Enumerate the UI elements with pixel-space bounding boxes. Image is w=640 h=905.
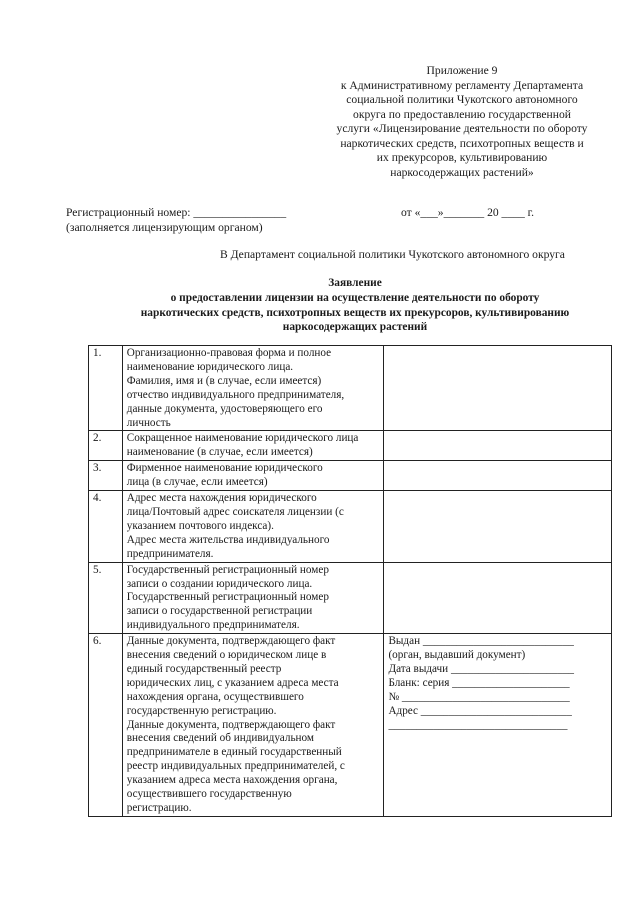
form-series-field[interactable]: Бланк: серия _____________________ xyxy=(388,676,570,689)
row-value-field[interactable] xyxy=(384,431,612,461)
desc-line: Данные документа, подтверждающего факт xyxy=(126,718,336,731)
desc-line: реестр индивидуальных предпринимателей, с xyxy=(126,760,345,773)
appendix-line: наркосодержащих растений» xyxy=(390,165,534,179)
desc-line: наименование юридического лица. xyxy=(126,360,294,373)
table-row xyxy=(89,634,612,817)
row-description xyxy=(122,346,384,431)
table-row xyxy=(89,431,612,461)
row-number: 5. xyxy=(89,562,123,634)
appendix-line: услуги «Лицензирование деятельности по обороту xyxy=(336,122,588,135)
desc-line: Сокращенное наименование юридического лица xyxy=(126,432,359,445)
document-title xyxy=(70,276,640,335)
table-row xyxy=(89,491,612,563)
row-description xyxy=(122,634,384,817)
desc-line: указанием почтового индекса). xyxy=(126,519,274,532)
desc-line: Данные документа, подтверждающего факт xyxy=(126,635,336,648)
desc-line: Адрес места жительства индивидуального xyxy=(126,533,330,546)
address-field-continued[interactable]: ________________________________ xyxy=(388,718,568,731)
issued-by-hint: (орган, выдавший документ) xyxy=(388,649,526,662)
row-number: 4. xyxy=(89,491,123,563)
row-description xyxy=(122,461,384,491)
desc-line: наименование (в случае, если имеется) xyxy=(126,446,313,459)
desc-line: юридических лиц, с указанием адреса места xyxy=(126,676,339,689)
form-number-field[interactable]: № ______________________________ xyxy=(388,690,570,703)
addressee: В Департамент социальной политики Чукотского автономного округа xyxy=(220,248,565,261)
row-value-field[interactable] xyxy=(384,461,612,491)
row-number: 3. xyxy=(89,461,123,491)
desc-line: личность xyxy=(126,416,171,429)
row-description xyxy=(122,431,384,461)
appendix-line: наркотических средств, психотропных веществ и xyxy=(340,136,584,150)
desc-line: Адрес места нахождения юридического xyxy=(126,492,317,505)
desc-line: индивидуального предпринимателя. xyxy=(126,619,300,632)
appendix-line: округа по предоставлению государственной xyxy=(353,107,571,121)
table-row xyxy=(89,346,612,431)
title-line: наркотических средств, психотропных веществ их прекурсоров, культивированию xyxy=(140,306,570,319)
desc-line: предпринимателя. xyxy=(126,547,214,560)
issued-by-field[interactable]: Выдан ___________________________ xyxy=(388,635,574,648)
row-value-field[interactable] xyxy=(384,562,612,634)
appendix-line: социальной политики Чукотского автономного xyxy=(346,93,578,106)
appendix-line: их прекурсоров, культивированию xyxy=(376,151,548,164)
desc-line: Государственный регистрационный номер xyxy=(126,563,329,576)
row-value-field[interactable] xyxy=(384,491,612,563)
desc-line: лица (в случае, если имеется) xyxy=(126,476,268,489)
desc-line: регистрацию. xyxy=(126,802,192,814)
row-number: 1. xyxy=(89,346,123,431)
desc-line: записи о государственной регистрации xyxy=(126,605,313,618)
row-value-field[interactable] xyxy=(384,634,612,817)
title-line: Заявление xyxy=(328,277,382,289)
desc-line: предпринимателе в единый государственный xyxy=(126,746,342,759)
title-line: наркосодержащих растений xyxy=(282,321,428,334)
desc-line: Государственный регистрационный номер xyxy=(126,591,329,604)
table-row xyxy=(89,461,612,491)
desc-line: указанием адреса места нахождения органа, xyxy=(126,774,338,787)
desc-line: государственную регистрацию. xyxy=(126,704,277,717)
desc-line: записи о создании юридического лица. xyxy=(126,577,313,590)
desc-line: Организационно-правовая форма и полное xyxy=(126,347,332,359)
issue-date-field[interactable]: Дата выдачи ______________________ xyxy=(388,662,575,675)
row-value-field[interactable] xyxy=(384,346,612,431)
registration-note: (заполняется лицензирующим органом) xyxy=(66,221,263,234)
registration-number-field[interactable]: Регистрационный номер: ________________ xyxy=(66,206,287,219)
application-form-table xyxy=(88,345,612,817)
row-description xyxy=(122,562,384,634)
row-number: 2. xyxy=(89,431,123,461)
desc-line: Фирменное наименование юридического xyxy=(126,462,323,475)
address-field[interactable]: Адрес ___________________________ xyxy=(388,704,572,717)
date-field[interactable]: от «___»_______ 20 ____ г. xyxy=(401,206,534,219)
desc-line: данные документа, удостоверяющего его xyxy=(126,402,323,415)
desc-line: лица/Почтовый адрес соискателя лицензии (с xyxy=(126,505,344,518)
desc-line: внесения сведений об индивидуальном xyxy=(126,732,315,745)
desc-line: единый государственный реестр xyxy=(126,662,282,675)
desc-line: внесения сведений о юридическом лице в xyxy=(126,649,327,662)
row-number: 6. xyxy=(89,634,123,817)
appendix-header xyxy=(312,64,612,180)
desc-line: отчество индивидуального предпринимателя, xyxy=(126,388,345,401)
appendix-line: Приложение 9 xyxy=(426,64,498,77)
title-line: о предоставлении лицензии на осуществление деятельности по обороту xyxy=(170,291,540,304)
desc-line: нахождения органа, осуществившего xyxy=(126,690,304,703)
desc-line: осуществившего государственную xyxy=(126,788,292,801)
desc-line: Фамилия, имя и (в случае, если имеется) xyxy=(126,374,322,387)
row-description xyxy=(122,491,384,563)
appendix-line: к Административному регламенту Департамента xyxy=(340,78,584,92)
table-row xyxy=(89,562,612,634)
